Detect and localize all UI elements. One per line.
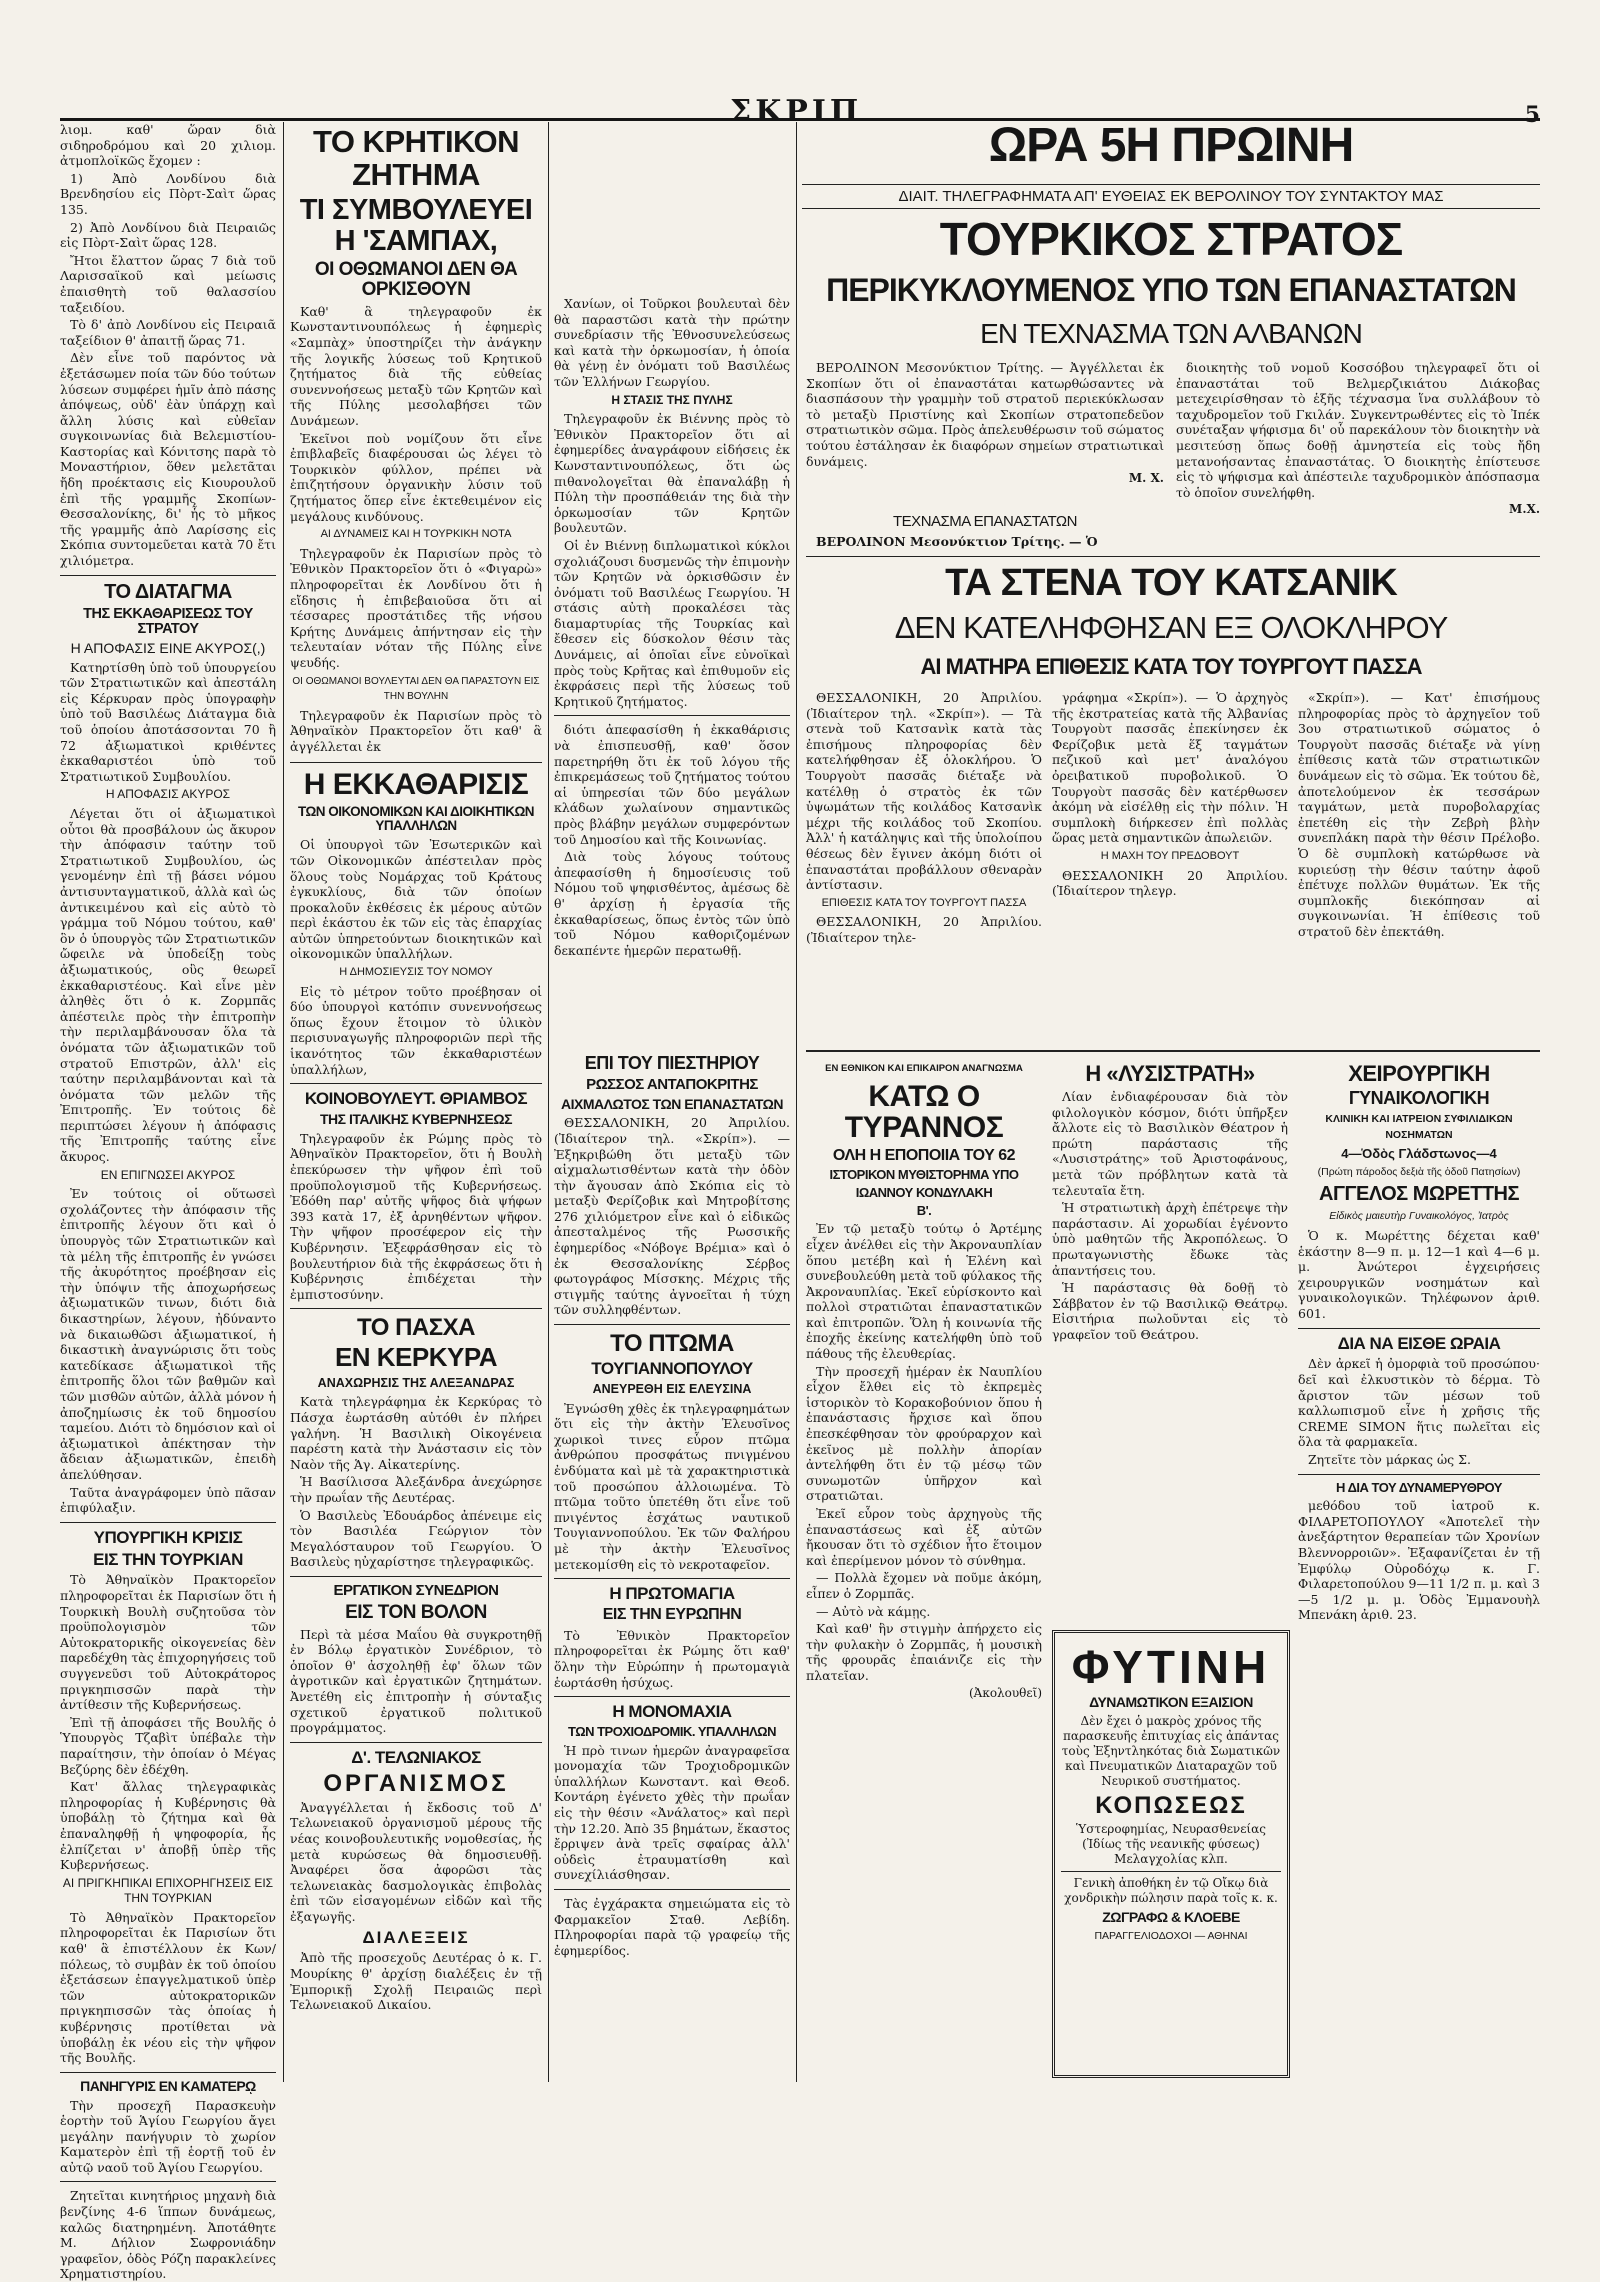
signature: Μ.Χ. bbox=[1509, 502, 1540, 517]
ad-doctor-name: ΑΓΓΕΛΟΣ ΜΩΡΕΤΤΗΣ bbox=[1319, 1183, 1519, 1206]
divider bbox=[806, 556, 1540, 557]
headline-ekkatharisis-sub: ΤΩΝ ΟΙΚΟΝΟΜΙΚΩΝ ΚΑΙ ΔΙΟΙΚΗΤΙΚΩΝ ΥΠΑΛΛΗΛΩΝ bbox=[297, 803, 535, 834]
paragraph: Ἐν τῷ μεταξὺ τούτῳ ὁ Ἀρτέμης εἶχεν ἀνέλθει εἰς τὴν Ἀκροναυπλίαν ὅπου μετέβη καὶ ἡ Ἑλένη καὶ συνεβουλεύθη μετὰ τοῦ φύλακος τῆς Ἀκροναυπλίας. Ἐκεῖ εὑρίσκοντο καὶ πολλοὶ στρατιῶται ἐπαναστατικῶν καὶ ἐπιτροπῶν. Ὅλη ἡ κοινωνία τῆς ἐποχῆς ἐκείνης κατελήφθη ὑπὸ τοῦ πάθους τῆς ἐλευθερίας. bbox=[806, 1221, 1042, 1362]
column-3-top bbox=[554, 296, 790, 958]
paragraph: γράφημα «Σκρίπ»). — Ὁ ἀρχηγὸς τῆς ἐκστρατείας κατὰ τῆς Ἀλβανίας Τουργοὺτ πασσᾶς ἐπεκίνησεν ἐκ Φερίζοβικ μετὰ ἕξ ταγμάτων πεζικοῦ καὶ μετ' ἀναλόγου ὀρειβατικοῦ πυροβολικοῦ. Ὁ Τουργοὺτ πασσᾶς δὲν κατέρθωσεν ἀκόμη νὰ εἰσέλθῃ εἰς τὴν πόλιν. Ἡ συμπλοκὴ διήρκεσεν ἐπὶ πολλὰς ὥρας μετὰ σημαντικῶν ἀπωλειῶν. bbox=[1052, 690, 1288, 846]
paragraph: Ἡ πρὸ τινων ἡμερῶν ἀναγραφεῖσα μονομαχία τῶν Τροχιοδρομικῶν ὑπαλλήλων Κωνσταντ. καὶ Θεοδ. Κοντάρη ἐγένετο χθὲς τὴν πρωΐαν εἰς τὴν θέσιν «Ἀνάλατος» καὶ περὶ τὴν 12.20. Ἀπὸ 35 βημάτων, ἕκαστος ἔρριψεν ἀνὰ τρεῖς σφαίρας ἀλλ' οὐδεὶς ἐτραυματίσθη καὶ συνεχίλιάσθησαν. bbox=[554, 1742, 790, 1883]
ad-fytini-title: ΦΥΤΙΝΗ bbox=[1071, 1641, 1271, 1693]
paragraph: διότι ἀπεφασίσθη ἡ ἐκκαθάρισις νὰ ἐπισπευσθῇ, καθ' ὅσον παρετηρήθη ὅτι ἐκ τοῦ λόγου τῆς ἐπικρεμάσεως τοῦ ζητήματος τούτου αἱ ὑπηρεσίαι τῶν δύο μεγάλων κλάδων χωλαίνουν σημαντικῶς πρὸς βλάβην μεγάλων συμφερόντων τοῦ Δημοσίου καὶ τῆς Κοινωνίας. bbox=[554, 722, 790, 847]
headline-piestiriou: ΕΠΙ ΤΟΥ ΠΙΕΣΤΗΡΙΟΥ bbox=[584, 1053, 760, 1073]
divider bbox=[60, 2181, 276, 2182]
paragraph: ΘΕΣΣΑΛΟΝΙΚΗ, 20 Ἀπριλίου. (Ἰδιαίτερον τηλ. «Σκρίπ»). — Ἐξηκριβώθη ὅτι μεταξὺ τῶν αἰχμαλωτισθέντων κατὰ τὴν ὁδὸν τὴν ἄγουσαν ἀπὸ Σκόπια εἰς τὸ μεταξὺ Φερίζοβικ καὶ Μητροβίτσης 276 χιλιόμετρον εἶνε καὶ ὁ εἰδικῶς ἀπεσταλμένος τῆς Ρωσσικῆς ἐφημερίδος «Νόβογε Βρέμια» καὶ ὁ ἐκ Θεσσαλονίκης Σέρβος φωτογράφος Μίσσκης. Μέχρις τῆς στιγμῆς ταύτης ἀγνοεῖται ἡ τύχη τῶν συλληφθέντων. bbox=[554, 1115, 790, 1318]
paragraph: ΒΕΡΟΛΙΝΟΝ Μεσονύκτιον Τρίτης. — Ὁ bbox=[816, 533, 1098, 549]
paragraph: Ὁ Βασιλεὺς Ἐδουάρδος ἀπένειμε εἰς τὸν Βασιλέα Γεώργιον τὸν Μεγαλόσταυρον τοῦ Γεωργίου. Ὁ Βασιλεὺς ηὐχαρίστησε τηλεγραφικῶς. bbox=[290, 1507, 542, 1570]
headline-sampax: ΤΙ ΣΥΜΒΟΥΛΕΥΕΙ Η 'ΣΑΜΠΑΧ, bbox=[299, 194, 533, 257]
headline-diatagma-sub: ΤΗΣ ΕΚΚΑΘΑΡΙΣΕΩΣ ΤΟΥ ΣΤΡΑΤΟΥ bbox=[83, 605, 253, 637]
right-story-2-col3 bbox=[1298, 690, 1540, 1050]
paragraph: Χανίων, οἱ Τοῦρκοι βουλευταὶ δὲν θὰ παραστῶσι κατὰ τὴν πρώτην συνεδρίασιν τῆς Ἐθνοσυνελεύσεως καὶ κατὰ τὴν ὁρκωμοσίαν, ἡ ὁποία θὰ γένῃ ἐν ὀνόματι τοῦ Βασιλέως τῶν Ἑλλήνων Γεωργίου. bbox=[554, 296, 790, 389]
headline-telwniakos: Δ'. ΤΕΛΩΝΙΑΚΟΣ bbox=[351, 1747, 481, 1767]
paragraph: Τηλεγραφοῦν ἐκ Παρισίων πρὸς τὸ Ἀθηναϊκὸν Πρακτορεῖον ὅτι καθ' ἃ ἀγγέλλεται ἐκ bbox=[290, 707, 542, 754]
subhead: ΟΙ ΟΘΩΜΑΝΟΙ ΒΟΥΛΕΥΤΑΙ ΔΕΝ ΘΑ ΠΑΡΑΣΤΟΥΝ ΕΙΣ ΤΗΝ ΒΟΥΛΗΝ bbox=[292, 675, 540, 703]
subhead: ΑΝΕΥΡΕΘΗ ΕΙΣ ΕΛΕΥΣΙΝΑ bbox=[592, 1382, 752, 1397]
right-story-1-left bbox=[806, 360, 1164, 508]
headline-pasxa: ΤΟ ΠΑΣΧΑ bbox=[357, 1314, 475, 1342]
headline-dialexeis: ΔΙΑΛΕΞΕΙΣ bbox=[362, 1927, 470, 1947]
subhead: Η ΜΑΧΗ ΤΟΥ ΠΡΕΔΟΒΟΥΤ bbox=[1100, 849, 1240, 862]
subhead: ΑΙ ΠΡΙΓΚΗΠΙΚΑΙ ΕΠΙΧΟΡΗΓΗΣΕΙΣ ΕΙΣ ΤΗΝ ΤΟΥΡΚΙΑΝ bbox=[62, 1875, 274, 1906]
paragraph: Γενικὴ ἀποθήκη ἐν τῷ Οἴκῳ διὰ χονδρικὴν πώλησιν παρὰ τοῖς κ. κ. bbox=[1064, 1876, 1278, 1906]
subhead: Η ΔΗΜΟΣΙΕΥΣΙΣ ΤΟΥ ΝΟΜΟΥ bbox=[339, 966, 493, 979]
headline-texnasma-alvanwn: ΕΝ ΤΕΧΝΑΣΜΑ ΤΩΝ ΑΛΒΑΝΩΝ bbox=[980, 318, 1362, 349]
classified-ad: Ζητεῖται κινητήριος μηχανὴ διὰ βενζίνης 4-6 ἵππων δυνάμεως, καλῶς διατηρημένη. Ἀποτάθητε Μ. Δήλιον Σωφρονιάδην γραφεῖον, ὁδὸς Ρόζη παρακλείνες Χρηματιστηρίου. bbox=[60, 2188, 276, 2282]
column-rule-1 bbox=[283, 122, 284, 2082]
ad-fytini-vendor: ΖΩΓΡΑΦΩ & ΚΛΟΕΒΕ bbox=[1102, 1909, 1240, 1926]
right-story-texnasma bbox=[806, 510, 1164, 558]
lead-paragraph: Ἤτοι ἔλαττον ὥρας 7 διὰ τοῦ Λαρισσαϊκοῦ καὶ μείωσις ἐπαισθητὴ τοῦ θαλασσίου ταξειδίου. bbox=[60, 252, 276, 315]
ad-oraia: ΔΙΑ ΝΑ ΕΙΣΘΕ ΩΡΑΙΑ bbox=[1337, 1333, 1501, 1353]
divider bbox=[290, 1576, 542, 1577]
headline-kerkyra: ΕΝ ΚΕΡΚΥΡΑ bbox=[334, 1342, 498, 1373]
paragraph: Λίαν ἐνδιαφέρουσαν διὰ τὸν φιλολογικὸν κόσμον, διότι ὑπῆρξεν ἄλλοτε εἰς τὸ Βασιλικὸν Θέατρον ἡ πρώτη παράστασις τῆς «Λυσιστράτης» τοῦ Ἀριστοφάνους, μετὰ τῶν πρόβλητων κατὰ τὰ τελευταῖα ἔτη. bbox=[1052, 1089, 1288, 1198]
paragraph: Καὶ καθ' ἣν στιγμὴν ἀπήρχετο εἰς τὴν φυλακὴν ὁ Ζορμπᾶς, ἡ μουσικὴ τῆς φρουρᾶς ἐπαιάνιζε εἰς τὴν πλατεῖαν. bbox=[806, 1621, 1042, 1683]
paragraph: Καθ' ἃ τηλεγραφοῦν ἐκ Κωνσταντινουπόλεως ἡ ἐφημερὶς «Σαμπὰχ» ὑποστηρίζει τὴν ἀνάγκην τῆς λογικῆς λύσεως τοῦ Κρητικοῦ ζητήματος διὰ τῆς εὐθείας συνεννοήσεως μεταξὺ τῶν Κρητῶν καὶ τῆς Πύλης μεσολαβήσει τῶν Δυνάμεων. bbox=[290, 303, 542, 428]
headline-diatagma: ΤΟ ΔΙΑΤΑΓΜΑ bbox=[104, 580, 232, 603]
paragraph: Κατ' ἄλλας τηλεγραφικὰς πληροφορίας ἡ Κυβέρνησις θὰ ὑποβάλῃ τὸ ζήτημα καὶ θὰ ἐπαναληφθῇ ἡ ψηφοφορία, ἧς ἐλπίζεται ν' ἀποβῇ ὑπὲρ τῆς Κυβερνήσεως. bbox=[60, 1779, 276, 1873]
ad-kliniki: ΚΛΙΝΙΚΗ ΚΑΙ ΙΑΤΡΕΙΟΝ ΣΥΦΙΛΙΔΙΚΩΝ ΝΟΣΗΜΑΤΩΝ bbox=[1325, 1112, 1513, 1141]
ad-fytini-koposeos: ΚΟΠΩΣΕΩΣ bbox=[1095, 1791, 1247, 1819]
ad-fytini-sub: ΔΥΝΑΜΩΤΙΚΟΝ ΕΞΑΙΣΙΟΝ bbox=[1089, 1694, 1253, 1711]
paragraph: Ἐκεῖ εὗρον τοὺς ἀρχηγοὺς τῆς ἐπαναστάσεως καὶ ἐξ αὐτῶν ἤκουσαν ὅτι τὸ σχέδιον ἦτο ἕτοιμον καὶ ἐπερίμενον μόνον τὸ σύνθημα. bbox=[806, 1506, 1042, 1568]
chapter-number: Β'. bbox=[916, 1202, 932, 1218]
headline-monomaxia: Η ΜΟΝΟΜΑΧΙΑ bbox=[612, 1702, 732, 1722]
divider bbox=[290, 1083, 542, 1084]
page-number: 5 bbox=[1524, 102, 1540, 128]
divider bbox=[290, 1308, 542, 1309]
subhead: ΑΙ ΔΥΝΑΜΕΙΣ ΚΑΙ Η ΤΟΥΡΚΙΚΗ ΝΟΤΑ bbox=[320, 528, 512, 541]
divider bbox=[806, 1050, 1540, 1052]
paragraph: ΘΕΣΣΑΛΟΝΙΚΗ 20 Ἀπριλίου. (Ἰδιαίτερον τηλεγρ. bbox=[1052, 867, 1288, 899]
paragraph: Ζητεῖτε τὸν μάρκας ὡς Σ. bbox=[1308, 1451, 1471, 1467]
headline-krisis: ΥΠΟΥΡΓΙΚΗ ΚΡΙΣΙΣ bbox=[93, 1527, 243, 1547]
paragraph: Τηλεγραφοῦν ἐκ Παρισίων πρὸς τὸ Ἐθνικὸν Πρακτορεῖον ὅτι ὁ «Φιγαρὼ» πληροφορεῖται ἐκ Λονδίνου ὅτι ἡ εἴδησις ἡ ἐπιβεβαιοῦσα ὅτι αἱ τέσσαρες προστάτιδες τῆς νήσου Κρήτης Δυνάμεις ἀπήντησαν εἰς τὴν τελευταίαν νόταν τῆς Πύλης εἶνε ψευδής. bbox=[290, 545, 542, 670]
to-be-continued: (Ἀκολουθεῖ) bbox=[968, 1685, 1042, 1700]
column-3-bottom bbox=[554, 1050, 790, 2080]
divider bbox=[554, 1696, 790, 1697]
lead-paragraph: 2) Ἀπὸ Λονδίνου διὰ Πειραιῶς εἰς Πὸρτ-Σαὶτ ὥρας 128. bbox=[60, 219, 276, 251]
paragraph: Τὴν προσεχῆ ἡμέραν ἐκ Ναυπλίου εἶχον ἔλθει εἰς τὸ ἐκπρεμὲς ἱστορικὸν τὸ Κορακοβούνιον ὅπου ἡ ἐπανάστασις ἤρχισε καὶ ὅπου ἐπεσκέφθησαν τὸν φρούραρχον καὶ ἐκεῖνος μὲ πολλὴν ἀπορίαν ἀντελήφθη ὅτι ἐν τῷ μέσῳ τῶν συνωμοτῶν ὑπῆρχον καὶ στρατιῶται. bbox=[806, 1363, 1042, 1504]
paragraph: μεθόδου τοῦ ἰατροῦ κ. ΦΙΛΑΡΕΤΟΠΟΥΛΟΥ «Ἀποτελεῖ τὴν ἀνεξάρτητον θεραπείαν τῶν Χρονίων Βλεννορροιῶν». Ἐξαφανίζεται ἐν τῇ Ἐμφύλῳ Οὐροδόχῳ κ. Γ. Φιλαρετοπούλου 9—11 1/2 π. μ. καὶ 3—5 1/2 μ. μ. Ὁδὸς Ἐμμανουὴλ Μπενάκη ἀριθ. 23. bbox=[1298, 1498, 1540, 1623]
headline-katw-tyrannos: ΚΑΤΩ Ο ΤΥΡΑΝΝΟΣ bbox=[844, 1079, 1004, 1145]
headline-europi: ΕΙΣ ΤΗΝ ΕΥΡΩΠΗΝ bbox=[602, 1606, 742, 1624]
divider bbox=[554, 1889, 790, 1890]
right-story-1-right bbox=[1176, 360, 1540, 516]
novel-kicker: ΕΝ ΕΘΝΙΚΟΝ ΚΑΙ ΕΠΙΚΑΙΡΟΝ ΑΝΑΓΝΩΣΜΑ bbox=[825, 1063, 1023, 1074]
headline-rossos: ΡΩΣΣΟΣ ΑΝΤΑΠΟΚΡΙΤΗΣ bbox=[586, 1075, 758, 1093]
novel-serial bbox=[806, 1058, 1042, 2078]
lead-paragraph: 1) Ἀπὸ Λονδίνου διὰ Βρενδησίου εἰς Πὸρτ-Σαὶτ ὥρας 135. bbox=[60, 170, 276, 217]
divider bbox=[554, 1578, 790, 1579]
paragraph: Τὸ Ἐθνικὸν Πρακτορεῖον πληροφορεῖται ἐκ Ρώμης ὅτι καθ' ὅλην τὴν Εὐρώπην ἡ πρωτομαγιὰ ἑωρτάσθη ἡσύχως. bbox=[554, 1627, 790, 1690]
paragraph: ΘΕΣΣΑΛΟΝΙΚΗ, 20 Ἀπριλίου. (Ἰδιαίτερον τηλ. «Σκρίπ»). — Τὰ στενὰ τοῦ Κατσανὶκ κατὰ τὰς ἐπισήμους πληροφορίας δὲν κατελήφθησαν ἐξ ὁλοκλήρου. Ὁ Τουργοὺτ πασσᾶς διέταξε νὰ κατέλθῃ ὁ στρατὸς ἐκ τῶν ὑψωμάτων τῆς κοιλάδος Κατσανὶκ μέχρι τῆς κοιλάδος τοῦ Σκοπίου. Ἀλλ' ἡ κατάληψις καὶ τῆς ὑπολοίπου θέσεως δὲν ἔγινεν ἀκόμη διότι οἱ ἐπαναστάται προβάλλουν σθεναρὰν ἀντίστασιν. bbox=[806, 690, 1042, 893]
paragraph: «Σκρίπ»). — Κατ' ἐπισήμους πληροφορίας πρὸς τὸ ἀρχηγεῖον τοῦ 3ου στρατιωτικοῦ σώματος ὁ Τουργοὺτ πασσᾶς διέταξε νὰ γίνῃ ἐπίθεσις κατὰ τῶν στρατιωτικῶν δυνάμεων εἰς τὸ σῶμα. Ἐκ τούτου δὲ, ἀποτελούμενον ἐκ τεσσάρων ταγμάτων, μετὰ πυροβολαρχίας ἐπετέθη εἰς τὴν Ζεβρὴ βλὴν συνεπλάκη παρὰ τὴν θέσιν Πρέλοβο. Ὁ δὲ συμπλοκὴ κατώρθωσε νὰ κυριεύσῃ τὴν θέσιν ταύτην ἀφοῦ ἐπέτυχε πολλῶν θυμάτων. Ἐκ τῆς συμπλοκῆς διεκόπησαν αἱ συγκοινωνίαι. Ἡ ἐπίθεσις τοῦ στρατοῦ δὲν ἐπεκτάθη. bbox=[1298, 690, 1540, 939]
paragraph: Οἱ ἐν Βιέννῃ διπλωματικοὶ κύκλοι σχολιάζουσι δυσμενῶς τὴν ἐπιμονὴν τῶν Κρητῶν νὰ ὁρκισθῶσιν ἐν ὀνόματι τοῦ Βασιλέως Γεωργίου. Ἡ στάσις αὐτὴ προκαλέσει τὰς διαμαρτυρίας τῆς Τουρκίας καὶ ἔθεσεν εἰς δύσκολον θέσιν τὰς Δυνάμεις, αἱ ὁποῖαι εἶνε εὐνοϊκαὶ πρὸς τοὺς Κρῆτας καὶ ἐπιθυμοῦν εἰς ἐκφράσεις περὶ τῆς λύσεως τοῦ Κρητικοῦ ζητήματος. bbox=[554, 537, 790, 709]
paragraph: Εἰς τὸ μέτρον τοῦτο προέβησαν οἱ δύο ὑπουργοὶ κατόπιν συνεννοήσεως ὅπως ἔχουν ἕτοιμον τὸ ὑλικὸν περισυναγωγῆς πληροφοριῶν περὶ τῆς ἱκανότητος τῶν ἐκκαθαριστέων ὑπαλλήλων, bbox=[290, 983, 542, 1077]
paragraph: Τὴν προσεχῆ Παρασκευὴν ἑορτὴν τοῦ Ἁγίου Γεωργίου ἄγει μεγάλην πανήγυριν τὸ χωρίον Καματερὸν ἐπὶ τῇ ἑορτῇ τοῦ ἐν αὐτῷ ναοῦ τοῦ Ἁγίου Γεωργίου. bbox=[60, 2097, 276, 2175]
ad-dynamerythrou: Η ΔΙΑ ΤΟΥ ΔΥΝΑΜΕΡΥΘΡΟΥ bbox=[1336, 1479, 1502, 1495]
ads-column bbox=[1298, 1058, 1540, 2078]
divider bbox=[554, 1324, 790, 1325]
ad-fytini-vendor-sub: ΠΑΡΑΓΓΕΛΙΟΔΟΧΟΙ — ΑΘΗΝΑΙ bbox=[1094, 1929, 1248, 1942]
headline-tourkikos: ΤΟΥΡΚΙΚΟΣ ΣΤΡΑΤΟΣ bbox=[939, 213, 1403, 265]
paragraph: Δὲν ἔχει ὁ μακρὸς χρόνος τῆς παρασκευῆς ἐπιτυχίας εἰς ἀπάντας τοὺς Ἐξηντληκότας διὰ Σωματικῶν καὶ Πνευματικῶν Διαταραχῶν τοῦ Νευρικοῦ συστήματος. bbox=[1061, 1713, 1281, 1788]
paragraph: Λέγεται ὅτι οἱ ἀξιωματικοὶ οὗτοι θὰ προσβάλουν ὡς ἄκυρον τὴν ἀπόφασιν ταύτην τοῦ Στρατιωτικοῦ Συμβουλίου, ὡς γενομένην ἐπὶ τῇ βάσει νόμου ἀντισυνταγματικοῦ, ἀλλὰ καὶ ὡς ἀντικειμένου καὶ εἰς αὐτὸ τὸ γράμμα τοῦ Νόμου τούτου, καθ' ὃν ὁ ὑπουργὸς τῶν Στρατιωτικῶν ὤφειλε νὰ ὑποδείξῃ τοὺς ἀξιωματικούς, οὓς θεωρεῖ ἐκκαθαριστέους. Καὶ εἶνε μὲν ἀληθὲς ὅτι ὁ κ. Ζορμπᾶς ἀπέστειλε πρὸς τὴν ἐπιτροπὴν τὴν περιλαμβάνουσαν ὅλα τὰ ὀνόματα τῶν ἀξιωματικῶν τοῦ στρατοῦ Επιστρῶν, ἀλλ' εἰς ταύτην περιλαμβάνονται καὶ τὰ ὀνόματα τῶν μελῶν τῆς Ἐπιτροπῆς. Ἐν τούτοις δὲ περιπτώσει λέγουν ἡ ἀπόφασις τῆς Ἐπιτροπῆς ταύτης εἶνε ἄκυρος. bbox=[60, 806, 276, 1165]
paragraph: ΒΕΡΟΛΙΝΟΝ Μεσονύκτιον Τρίτης. — Ἀγγέλλεται ἐκ Σκοπίων ὅτι οἱ ἐπαναστάται κατωρθώσαντες νὰ διασπάσουν τὴν γραμμὴν τοῦ στρατοῦ περιεκύκλωσαν τὸ μεταξὺ Πριστίνης καὶ Σκοπίων στρατοπεδεῦον στρατιωτικὸν σῶμα. Πρὸς ἀπελευθέρωσιν τοῦ σώματος τούτου ἐστάλησαν ἐκ διαφόρων σημείων στρατιωτικαὶ δυνάμεις. bbox=[806, 360, 1164, 469]
headline-koinovoulev-sub: ΤΗΣ ΙΤΑΛΙΚΗΣ ΚΥΒΕΡΝΗΣΕΩΣ bbox=[319, 1111, 513, 1128]
subhead: ΕΝ ΕΠΙΓΝΩΣΕΙ ΑΚΥΡΟΣ bbox=[100, 1167, 236, 1182]
paragraph: Ἐν τούτοις οἱ οὕτωσεὶ σχολάζοντες τὴν ἀπόφασιν τῆς ἐπιτροπῆς λέγουν ὅτι καὶ ὁ ὑπουργὸς τῶν Στρατιωτικῶν καὶ τὰ μέλη τῆς ἐπιτροπῆς ἐν γνώσει τῆς ἀκυρότητος προέβησαν εἰς τὴν ὑπόψιν τῆς ἀποχωρήσεως ἀξιωματικῶν τινων, διότι διὰ δικαστηρίων, λέγουν, ἠδύναντο νὰ δικαιωθῶσι ἀξιωματικοί, ἡ δικαστικὴ ἀναγνώρισις ὅτι τοὺς κατεδίκασε ἀξιωματικοὶ τῆς ἐπιτροπῆς ὅλοι τῶν βαθμῶν καὶ τῶν μισθῶν αὐτῶν, ἀλλὰ μόνον ἡ ἀποζημίωσις ἐκ τοῦ δημοσίου ταμείου. Διότι τὸ δημόσιον καὶ οἱ ἀξιωματικοὶ ἀπέκτησαν τὴν ἄδειαν ἀξιωματικῶν, ἐπειδὴ ἀπελύθησαν. bbox=[60, 1186, 276, 1482]
divider bbox=[290, 762, 542, 763]
paragraph: Ταῦτα ἀναγράφομεν ὑπὸ πᾶσαν ἐπιφύλαξιν. bbox=[60, 1484, 276, 1516]
paragraph: διοικητὴς τοῦ νομοῦ Κοσσόβου τηλεγραφεῖ ὅτι οἱ ἐπαναστάται τοῦ Βελμερζικιάτου Διάκοβας μετεχειρίσθησαν τὸ ἑξῆς τέχνασμα ἵνα συλλάβουν τὸ ταχυδρομεῖον τοῦ Γκιλάν. Συγκεντρωθέντες εἰς τὸ Ἰπέκ συνέταξαν ψήφισμα δι' οὗ παρεκάλουν τὸν διοικητὴν νὰ μεσιτεύσῃ ὅπως δοθῇ ἀμνηστεία εἰς τοὺς ἤδη μετανοήσαντας ἐπαναστάτας. Ὁ διοικητὴς ἐπίστευσε εἰς τὸ ψήφισμα καὶ ἀπέστειλε ταχυδρομικὸν ἀπόσπασμα τὸ ὁποῖον συνελήφθη. bbox=[1176, 360, 1540, 500]
paragraph: Ἡ Βασίλισσα Ἀλεξάνδρα ἀνεχώρησε τὴν πρωΐαν τῆς Δευτέρας. bbox=[290, 1474, 542, 1505]
headline-ekkatharisis: Η ΕΚΚΑΘΑΡΙΣΙΣ bbox=[303, 768, 529, 802]
paragraph: Τηλεγραφοῦν ἐκ Βιέννης πρὸς τὸ Ἐθνικὸν Πρακτορεῖον ὅτι αἱ ἐφημερίδες ἀναγράφουν εἰδήσεις ἐκ Κωνσταντινουπόλεως, ὅτι ὡς πιθανολογεῖται θὰ ἐπαναλάβῃ ἡ Πύλη τὴν προσπάθειάν της διὰ τὴν ὁρκωμοσίαν τῶν Κρητῶν βουλευτῶν. bbox=[554, 411, 790, 536]
headline-ptwma: ΤΟ ΠΤΩΜΑ bbox=[610, 1330, 734, 1358]
subhead: Η ΑΠΟΦΑΣΙΣ ΑΚΥΡΟΣ bbox=[105, 787, 231, 802]
ad-doctor-tag: Εἰδικὸς μαιευτὴρ Γυναικολόγος, Ἰατρὸς bbox=[1329, 1210, 1509, 1223]
banner-ora: ΩΡΑ 5Η ΠΡΩΙΝΗ bbox=[988, 119, 1354, 172]
headline-kondylakis: ΙΩΑΝΝΟΥ ΚΟΝΔΥΛΑΚΗ bbox=[855, 1185, 993, 1201]
paragraph: Δὲν ἀρκεῖ ἡ ὀμορφιὰ τοῦ προσώπου· δεῖ καὶ ἐλκυστικὸν τὸ δέρμα. Τὸ ἄριστον τῶν μέσων τοῦ καλλωπισμοῦ εἶνε ἡ χρῆσις τῆς CREME SIMON ἥτις πωλεῖται εἰς ὅλα τὰ φαρμακεῖα. bbox=[1298, 1356, 1540, 1450]
headline-krisis-sub: ΕΙΣ ΤΗΝ ΤΟΥΡΚΙΑΝ bbox=[93, 1549, 243, 1569]
headline-epopoiia: ΟΛΗ Η ΕΠΟΠΟΙΙΑ ΤΟΥ 62 bbox=[832, 1146, 1016, 1164]
right-story-2-col1 bbox=[806, 690, 1042, 1050]
signature: Μ. Χ. bbox=[1128, 471, 1164, 486]
divider bbox=[1298, 1328, 1540, 1329]
headline-istorikon: ΙΣΤΟΡΙΚΟΝ ΜΥΘΙΣΤΟΡΗΜΑ ΥΠΟ bbox=[829, 1167, 1019, 1183]
subhead: ΕΠΙΘΕΣΙΣ ΚΑΤΑ ΤΟΥ ΤΟΥΡΓΟΥΤ ΠΑΣΣΑ bbox=[821, 896, 1027, 909]
divider bbox=[1298, 1474, 1540, 1475]
paragraph: Περὶ τὰ μέσα Μαΐου θὰ συγκροτηθῇ ἐν Βόλῳ ἐργατικὸν Συνέδριον, τὸ ὁποῖον θ' ἀσχοληθῇ ἐφ' ὅλων τῶν ἀγροτικῶν καὶ ἐργατικῶν ζητημάτων. Ἀνετέθη εἰς ἐπιτροπὴν ἡ σύνταξις σχετικοῦ ἐργατικοῦ πολιτικοῦ προγράμματος. bbox=[290, 1626, 542, 1736]
headline-volon: ΕΙΣ ΤΟΝ ΒΟΛΟΝ bbox=[345, 1601, 487, 1623]
divider bbox=[1061, 1871, 1281, 1872]
headline-kritikon: ΤΟ ΚΡΗΤΙΚΟΝ ΖΗΤΗΜΑ bbox=[312, 124, 520, 192]
paragraph: Τηλεγραφοῦν ἐκ Ρώμης πρὸς τὸ Ἀθηναϊκὸν Πρακτορεῖον, ὅτι ἡ Βουλὴ ἐπεκύρωσεν τὴν ψῆφον ἐπὶ τοῦ προϋπολογισμοῦ τῆς Κυβερνήσεως. Ἐδόθη παρ' αὐτῆς ψῆφος διὰ ψήφων 393 κατὰ 17, ἐξ ἀρνηθέντων ψῆφον. Τὴν ψῆφον προσέφερον εἰς τὴν Κυβέρνησιν. Ἐξεφράσθησαν εἰς τὸ βουλευτήριον διὰ τῆς ἐκφράσεως ὅτι ἡ Κυβέρνησις ἐπιδέχεται τὴν ἐμπιστοσύνην. bbox=[290, 1130, 542, 1302]
paragraph: Τὰς ἐγχάρακτα σημειώματα εἰς τὸ Φαρμακεῖον Σταθ. Λεβίδη. Πληροφορίαι παρὰ τῷ γραφείῳ τῆς ἐφημερίδος. bbox=[554, 1896, 790, 1958]
paragraph: Ὁ κ. Μωρέττης δέχεται καθ' ἑκάστην 8—9 π. μ. 12—1 καὶ 4—6 μ. μ. Ἀνώτεροι ἐγχειρήσεις χειρουργικῶν νοσημάτων καὶ γυναικολογικῶν. Τηλέφωνον ἀριθ. 601. bbox=[1298, 1227, 1540, 1321]
paragraph: — Αὐτὸ νὰ κάμῃς. bbox=[816, 1603, 931, 1619]
paragraph: Τὸ Ἀθηναϊκὸν Πρακτορεῖον πληροφορεῖται ἐκ Παρισίων ὅτι ἡ Τουρκικὴ Βουλὴ συζητοῦσα τὸν προϋπολογισμὸν τῶν Αὐτοκρατορικῆς οἰκογενείας δὲν παρεδέχθη τὰς ἐπιχορηγήσεις τοῦ συγγενεῦσι τοῦ Αὐτοκράτορος πριγκηπισσῶν παρὰ τὴν ἀντίθεσιν τῆς Κυβερνήσεως. bbox=[60, 1572, 276, 1713]
paragraph: Ἡ στρατιωτικὴ ἀρχὴ ἐπέτρεψε τὴν παράστασιν. Αἱ χορωδίαι ἐγένοντο ὑπὸ μαθητῶν τῆς Ἀκροπόλεως. Ὁ πρωταγωνιστὴς ἔδωκε τὰς ἀπαντήσεις του. bbox=[1052, 1200, 1288, 1278]
paragraph: Ἀπὸ τῆς προσεχοῦς Δευτέρας ὁ κ. Γ. Μουρίκης θ' ἀρχίσῃ διαλέξεις ἐν τῇ Ἐμπορικῇ Σχολῇ Πειραιῶς περὶ Τελωνειακοῦ Δικαίου. bbox=[290, 1950, 542, 2013]
paragraph: Οἱ ὑπουργοὶ τῶν Ἐσωτερικῶν καὶ τῶν Οἰκονομικῶν ἀπέστειλαν πρὸς ὅλους τοὺς Νομάρχας τοῦ Κράτους ἐγκυκλίους, διὰ τῶν ὁποίων προκαλοῦν ἐκθέσεις ἐκ μέρους αὐτῶν περὶ ἑκάστου ἐκ τῶν εἰς τὰς ἐπαρχίας αὐτῶν ὑπηρετούντων διοικητικῶν καὶ οἰκονομικῶν ὑπαλλήλων. bbox=[290, 837, 542, 962]
ad-gynaikologiki: ΓΥΝΑΙΚΟΛΟΓΙΚΗ bbox=[1348, 1088, 1490, 1109]
divider bbox=[60, 2072, 276, 2073]
column-1 bbox=[60, 122, 276, 2282]
headline-tougiannopoulou: ΤΟΥΓΙΑΝΝΟΠΟΥΛΟΥ bbox=[591, 1359, 753, 1379]
paragraph: — Πολλὰ ἔχομεν νὰ ποῦμε ἀκόμη, εἶπεν ὁ Ζορμπᾶς. bbox=[806, 1570, 1042, 1601]
headline-den-katelifthisan: ΔΕΝ ΚΑΤΕΛΗΦΘΗΣΑΝ ΕΞ ΟΛΟΚΛΗΡΟΥ bbox=[894, 610, 1448, 645]
subhead-alexandra: ΑΝΑΧΩΡΗΣΙΣ ΤΗΣ ΑΛΕΞΑΝΔΡΑΣ bbox=[317, 1375, 515, 1390]
paragraph: Κατηρτίσθη ὑπὸ τοῦ ὑπουργείου τῶν Στρατιωτικῶν καὶ ἀπεστάλη εἰς Κέρκυραν πρὸς ὑπογραφὴν ὑπὸ τοῦ Βασιλέως Διάταγμα διὰ τοῦ ὁποίου ἀποτάσσονται 70 ἢ 72 ἀξιωματικοὶ κριθέντες ἐκκαθαριστέοι ὑπὸ τοῦ Στρατιωτικοῦ Συμβουλίου. bbox=[60, 659, 276, 784]
divider bbox=[60, 1522, 276, 1523]
headline-organismos: ΟΡΓΑΝΙΣΜΟΣ bbox=[323, 1769, 509, 1797]
headline-stena: ΤΑ ΣΤΕΝΑ ΤΟΥ ΚΑΤΣΑΝΙΚ bbox=[945, 562, 1397, 604]
lead-paragraph: Δὲν εἶνε τοῦ παρόντος νὰ ἐξετάσωμεν ποία τῶν δύο τούτων λύσεων συμφέρει ἡμῖν ἀπὸ πάσης ἀπόψεως, οὐδ' ἐὰν ὑπάρχῃ καὶ ἄλλη λύσις καὶ εὐθεῖαν συγκοινωνίας διὰ Βελεμιστίου-Καστορίας καὶ Κόνιτσης παρὰ τὸ Μοναστήριον, ὅθεν μελετᾶται ἤδη προέκτασις εἰς Κιουρουλοῦ ἐπὶ τῆς γραμμῆς Σκοπίων-Θεσσαλονίκης, δι' ἧς τὸ μῆκος τῆς γραμμῆς ἀπὸ Λαρίσσης εἰς Σκόπια συντομεῦεται κατὰ 70 ἔτι χιλιόμετρα. bbox=[60, 350, 276, 569]
headline-panigyris: ΠΑΝΗΓΥΡΙΣ ΕΝ ΚΑΜΑΤΕΡῼ bbox=[80, 2077, 256, 2094]
paragraph: Διὰ τοὺς λόγους τούτους ἀπεφασίσθη ἡ δημοσίευσις τοῦ Νόμου τοῦ ψηφισθέντος, ἀμέσως δὲ θ' ἀρχίσῃ ἡ ἐργασία τῆς ἐκκαθαρίσεως, ὅπως ἐντὸς τῶν ὑπὸ τοῦ Νόμου καθοριζομένων δεκαπέντε ἡμερῶν περατωθῇ. bbox=[554, 849, 790, 958]
right-story-2-col2 bbox=[1052, 690, 1288, 1050]
strap-telegrams: ΔΙΑΙΤ. ΤΗΛΕΓΡΑΦΗΜΑΤΑ ΑΠ' ΕΥΘΕΙΑΣ ΕΚ ΒΕΡΟΛΙΝΟΥ ΤΟΥ ΣΥΝΤΑΚΤΟΥ ΜΑΣ bbox=[802, 184, 1540, 209]
headline-monomaxia-sub: ΤΩΝ ΤΡΟΧΙΟΔΡΟΜΙΚ. ΥΠΑΛΛΗΛΩΝ bbox=[567, 1724, 776, 1740]
lysistrati-story bbox=[1052, 1058, 1288, 1618]
headline-koinovoulev: ΚΟΙΝΟΒΟΥΛΕΥΤ. ΘΡΙΑΜΒΟΣ bbox=[304, 1089, 528, 1109]
headline-perikyklomenos: ΠΕΡΙΚΥΚΛΟΥΜΕΝΟΣ ΥΠΟ ΤΩΝ ΕΠΑΝΑΣΤΑΤΩΝ bbox=[826, 272, 1516, 308]
paragraph: Ἐγνώσθη χθὲς ἐκ τηλεγραφημάτων ὅτι εἰς τὴν ἀκτὴν Ἐλευσῖνος χωρικοὶ τινες εὗρον πτῶμα ἀνθρώπου προσφάτως πνιγμένου ἐνδύματα καὶ μὲ τὰ χαρακτηριστικὰ τοῦ προσώπου ἀλλοιωμένα. Τὸ πτῶμα τοῦτο ὑπετέθη ὅτι εἶνε τοῦ πνιγέντος ἐσχάτως ναυτικοῦ Τουγιαννοπούλου. Ἐκ τῶν Φαλήρου μὲ τὴν ἀκτὴν Ἐλευσῖνος μετεκομίσθη εἰς τὸ νεκροταφεῖον. bbox=[554, 1400, 790, 1572]
subhead: Η ΣΤΑΣΙΣ ΤΗΣ ΠΥΛΗΣ bbox=[611, 392, 733, 407]
newspaper-title: ΣΚΡΙΠ bbox=[730, 94, 863, 129]
paragraph: Ἐκεῖνοι ποὺ νομίζουν ὅτι εἶνε ἐπιβλαβεῖς διαφέρουσαι ὡς λέγει τὸ Τουρκικὸν φύλλον, πρέπει νὰ ἐπιζητήσουν ὀργανικὴν λύσιν τοῦ ζητήματος ὅπερ εἶνε ἐκτεθειμένον εἰς μεγάλους κινδύνους. bbox=[290, 430, 542, 524]
paragraph: Ἐπὶ τῇ ἀποφάσει τῆς Βουλῆς ὁ Ὑπουργὸς Τζαβὶτ ὑπέβαλε τὴν παραίτησιν, τὴν ὁποίαν ὁ Μέγας Βεζύρης δὲν ἐδέχθη. bbox=[60, 1714, 276, 1777]
headline-othomanoi: ΟΙ ΟΘΩΜΑΝΟΙ ΔΕΝ ΘΑ ΟΡΚΙΣΘΟΥΝ bbox=[314, 258, 518, 300]
ad-xeirourgiki: ΧΕΙΡΟΥΡΓΙΚΗ bbox=[1348, 1061, 1490, 1086]
lead-paragraph: Τὸ δ' ἀπὸ Λονδίνου εἰς Πειραιᾶ ταξείδιον θ' ἀπαιτῇ ὥρας 71. bbox=[60, 317, 276, 348]
paragraph: Ἀναγγέλλεται ἡ ἔκδοσις τοῦ Δ' Τελωνειακοῦ ὀργανισμοῦ μέρους τῆς νέας κοινοβουλευτικῆς νομοθεσίας, ἧς μετὰ κυρώσεως θὰ δημοσιευθῇ. Ἀναφέρει ὅσα ἀφορῶσι τὰς τελωνειακὰς δασμολογικὰς ἐπιβολὰς ἐπὶ τῶν εἰσαγομένων εἰδῶν καὶ τῆς ἐξαγωγῆς. bbox=[290, 1799, 542, 1924]
headline-epithesis: ΑΙ ΜΑΤΗΡΑ ΕΠΙΘΕΣΙΣ ΚΑΤΑ ΤΟΥ ΤΟΥΡΓΟΥΤ ΠΑΣΣΑ bbox=[920, 654, 1422, 679]
headline-ergatikon: ΕΡΓΑΤΙΚΟΝ ΣΥΝΕΔΡΙΟΝ bbox=[333, 1581, 499, 1599]
headline-texnasma: ΤΕΧΝΑΣΜΑ ΕΠΑΝΑΣΤΑΤΩΝ bbox=[893, 513, 1077, 530]
headline-protomagia: Η ΠΡΩΤΟΜΑΓΙΑ bbox=[609, 1584, 735, 1604]
column-rule-2 bbox=[548, 122, 549, 2082]
subhead-akyros: Η ΑΠΟΦΑΣΙΣ ΕΙΝΕ ΑΚΥΡΟΣ(,) bbox=[70, 640, 266, 657]
paragraph: ΘΕΣΣΑΛΟΝΙΚΗ, 20 Ἀπριλίου. (Ἰδιαίτερον τηλε- bbox=[806, 914, 1042, 945]
headline-lysistrati: Η «ΛΥΣΙΣΤΡΑΤΗ» bbox=[1085, 1061, 1255, 1086]
paragraph: Ἡ παράστασις θὰ δοθῇ τὸ Σάββατον ἐν τῷ Βασιλικῷ Θεάτρῳ. Εἰσιτήρια πωλοῦνται εἰς τὸ γραφεῖον τοῦ Θεάτρου. bbox=[1052, 1280, 1288, 1342]
ad-fytini bbox=[1052, 1630, 1290, 2078]
ad-address: 4—Ὁδὸς Γλάδστωνος—4 bbox=[1341, 1146, 1497, 1162]
paragraph: Τὸ Ἀθηναϊκὸν Πρακτορεῖον πληροφορεῖται ἐκ Παρισίων ὅτι καθ' ἃ ἐπιστέλλουν ἐκ Κων/πόλεως, τὸ συμβὰν ἐκ τοῦ ὁποίου ἐξετάσεων ἐπαγγελματικοῦ ὑπὲρ τῶν αὐτοκρατορικῶν πριγκηπισσῶν τὰς ὁποίας ἡ κυβέρνησις προτίθεται νὰ ὑποβάλῃ ἐκ νέου εἰς τὴν ψῆφον τῆς Βουλῆς. bbox=[60, 1909, 276, 2066]
column-2 bbox=[290, 122, 542, 2082]
paragraph: Κατὰ τηλεγράφημα ἐκ Κερκύρας τὸ Πάσχα ἑωρτάσθη αὐτόθι ἐν πλήρει γαλήνη. Ἡ Βασιλικὴ Οἰκογένεια παρέστη κατὰ τὴν Ἀνάστασιν εἰς τὸν Ναὸν τῆς Ἁγ. Αἰκατερίνης. bbox=[290, 1394, 542, 1472]
headline-aixmalwtos: ΑΙΧΜΑΛΩΤΟΣ ΤΩΝ ΕΠΑΝΑΣΤΑΤΩΝ bbox=[561, 1095, 783, 1112]
paragraph: Ὑστεροφημίας, Νευρασθενείας (Ἰδίως τῆς νεανικῆς φύσεως) Μελαγχολίας κλπ. bbox=[1076, 1822, 1266, 1867]
divider bbox=[554, 715, 790, 716]
column-rule-3 bbox=[796, 122, 797, 2082]
ad-address-note: (Πρώτη πάροδος δεξιὰ τῆς ὁδοῦ Πατησίων) bbox=[1317, 1165, 1521, 1178]
lead-paragraph: λιομ. καθ' ὥραν διὰ σιδηροδρόμου καὶ 20 χιλιομ. ἀτμοπλοϊκῶς ἔχομεν : bbox=[60, 122, 276, 169]
divider bbox=[290, 1742, 542, 1743]
divider bbox=[60, 575, 276, 576]
